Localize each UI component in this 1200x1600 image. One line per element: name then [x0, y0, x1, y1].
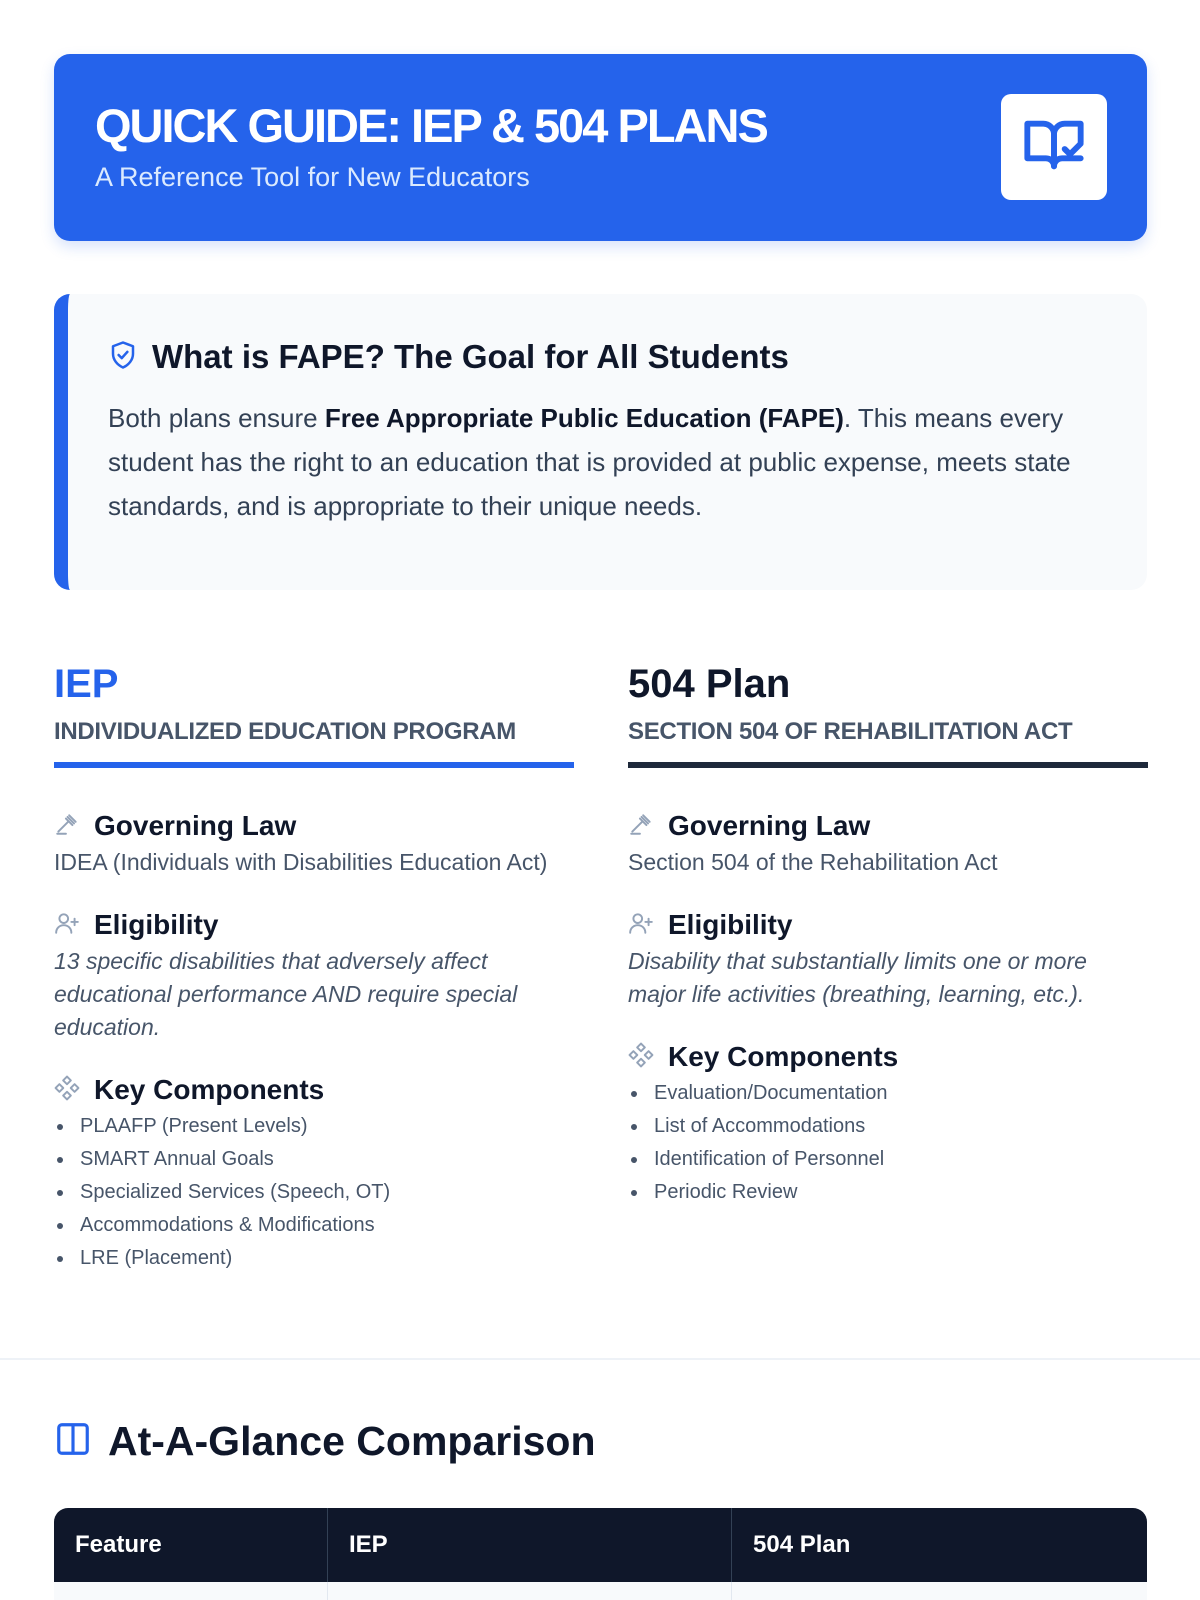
- iep-eligibility-text: 13 specific disabilities that adversely affect educational performance AND require special education.: [54, 948, 518, 1040]
- iep-components-list: [54, 1110, 574, 1275]
- iep-eligibility-title: Eligibility: [94, 909, 219, 940]
- list-item: Identification of Personnel: [628, 1143, 1148, 1176]
- shield-check-icon: [108, 340, 138, 375]
- list-item: List of Accommodations: [628, 1110, 1148, 1143]
- plan504-eligibility: [628, 909, 1148, 1011]
- column-header-504: 504 Plan: [753, 1531, 851, 1558]
- comparison-heading: [54, 1418, 596, 1465]
- table-cell: [732, 1582, 1147, 1600]
- iep-components-title: Key Components: [94, 1074, 325, 1105]
- comparison-table: [54, 1508, 1147, 1600]
- plan504-underline: [628, 762, 1148, 768]
- fape-title: What is FAPE? The Goal for All Students: [152, 338, 789, 375]
- user-plus-icon: [628, 910, 654, 941]
- list-item: PLAAFP (Present Levels): [54, 1110, 574, 1143]
- list-item: SMART Annual Goals: [54, 1143, 574, 1176]
- list-item: Specialized Services (Speech, OT): [54, 1176, 574, 1209]
- fape-text-start: Both plans ensure: [108, 403, 325, 433]
- fape-callout: [54, 294, 1147, 590]
- iep-governing-law: [54, 810, 574, 879]
- iep-law-title: Governing Law: [94, 810, 297, 841]
- plan504-governing-law: [628, 810, 1148, 879]
- list-item: Evaluation/Documentation: [628, 1077, 1148, 1110]
- components-icon: [628, 1042, 654, 1073]
- iep-eligibility: [54, 909, 574, 1044]
- column-header-iep: IEP: [328, 1508, 732, 1582]
- plan504-law-title: Governing Law: [668, 810, 871, 841]
- fape-heading: [108, 338, 789, 376]
- section-divider: [0, 1358, 1200, 1360]
- header-badge: [1001, 94, 1107, 200]
- plan504-key-components: [628, 1041, 1148, 1209]
- plan504-column: [628, 660, 1148, 1209]
- table-row: [54, 1582, 1147, 1600]
- fape-text-bold: Free Appropriate Public Education (FAPE): [324, 403, 844, 433]
- columns-icon: [54, 1420, 92, 1463]
- fape-text-end: . This means every student has the right to an education that is provided at public expense, meets state standards, and is appropriate to their unique needs.: [108, 403, 1071, 521]
- gavel-icon: [628, 811, 654, 842]
- book-check-icon: [1022, 113, 1086, 182]
- iep-column: [54, 660, 574, 1275]
- fape-description: [108, 396, 1098, 528]
- page-title: QUICK GUIDE: IEP & 504 PLANS: [95, 99, 767, 152]
- column-header-feature: Feature: [54, 1508, 328, 1582]
- plan504-law-text: Section 504 of the Rehabilitation Act: [628, 849, 998, 875]
- plan504-eligibility-text: Disability that substantially limits one or more major life activities (breathing, learning, etc.).: [628, 948, 1087, 1007]
- iep-subtitle: INDIVIDUALIZED EDUCATION PROGRAM: [54, 718, 516, 745]
- list-item: Periodic Review: [628, 1176, 1148, 1209]
- iep-law-text: IDEA (Individuals with Disabilities Education Act): [54, 849, 548, 875]
- user-plus-icon: [54, 910, 80, 941]
- iep-key-components: [54, 1074, 574, 1275]
- table-cell: [54, 1582, 328, 1600]
- gavel-icon: [54, 811, 80, 842]
- plan504-eligibility-title: Eligibility: [668, 909, 793, 940]
- iep-title: IEP: [54, 662, 119, 706]
- header-banner: [54, 54, 1147, 241]
- plan504-title: 504 Plan: [628, 662, 791, 706]
- page-subtitle: A Reference Tool for New Educators: [95, 162, 530, 192]
- list-item: Accommodations & Modifications: [54, 1209, 574, 1242]
- iep-underline: [54, 762, 574, 768]
- list-item: LRE (Placement): [54, 1242, 574, 1275]
- table-header-row: [54, 1508, 1147, 1582]
- plan504-components-list: [628, 1077, 1148, 1209]
- table-cell: [328, 1582, 732, 1600]
- plan504-subtitle: SECTION 504 OF REHABILITATION ACT: [628, 718, 1073, 745]
- components-icon: [54, 1075, 80, 1106]
- plan504-components-title: Key Components: [668, 1041, 899, 1072]
- comparison-title: At-A-Glance Comparison: [108, 1418, 596, 1464]
